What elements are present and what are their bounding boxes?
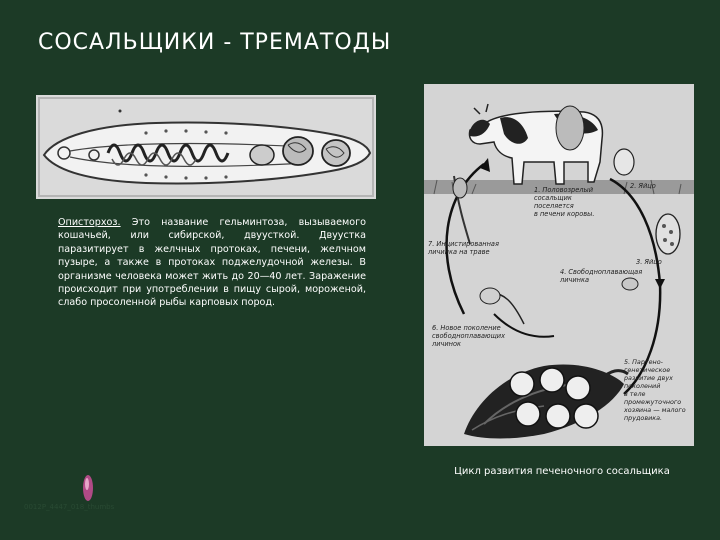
bookmark-icon bbox=[82, 474, 94, 502]
label-4-line-2: личинка bbox=[560, 276, 590, 284]
label-5-line-6: промежуточного bbox=[624, 398, 682, 406]
label-1-line-1: 1. Половозрелый bbox=[534, 186, 594, 194]
label-3: 3. Яйцо bbox=[636, 258, 662, 266]
svg-text:2. Яйцо bbox=[630, 182, 656, 190]
slide-title: СОСАЛЬЩИКИ - ТРЕМАТОДЫ bbox=[38, 30, 392, 55]
label-5-line-2: генетическое bbox=[624, 366, 671, 374]
label-4-line-1: 4. Свободноплавающая bbox=[560, 268, 643, 276]
opisthorchiasis-description bbox=[58, 216, 366, 310]
label-1-line-4: в печени коровы. bbox=[534, 210, 595, 218]
label-6-line-1: 6. Новое поколение bbox=[432, 324, 501, 332]
label-6-line-3: личинок bbox=[432, 340, 462, 348]
footer-code: 0012P_4447_018_thumbs bbox=[24, 503, 115, 511]
svg-text:3. Яйцо bbox=[636, 258, 662, 266]
label-7-line-2: личинка на траве bbox=[428, 248, 490, 256]
label-6-line-2: свободноплавающих bbox=[432, 332, 505, 340]
label-5-line-3: развитие двух bbox=[624, 374, 673, 382]
label-7-line-1: 7. Инцистированная bbox=[428, 240, 499, 248]
label-5-line-8: прудовика. bbox=[624, 414, 663, 422]
fluke-photo bbox=[36, 95, 376, 199]
description-term: Описторхоз. bbox=[58, 217, 121, 228]
label-1-line-2: сосальщик bbox=[534, 194, 572, 202]
label-5-line-1: 5. Партено- bbox=[624, 358, 663, 366]
description-text: Это название гельминтоза, вызываемого кошачьей, или сибирской, двуусткой. Двуустка паразитирует в желчных протоках, печени, желчном пузыре, а также в протоках поджелудочной железы. В организме человека может жить до 20—40 лет. Заражение происходит при употреблении в пищу сырой, мороженой, слабо просоленной рыбы карповых пород. bbox=[58, 217, 366, 309]
label-5-line-7: хозяина — малого bbox=[624, 406, 686, 414]
label-1-line-3: поселяется bbox=[534, 202, 574, 210]
label-2: 2. Яйцо bbox=[630, 182, 656, 190]
life-cycle-diagram bbox=[424, 84, 694, 446]
label-5-line-5: в теле bbox=[624, 390, 646, 398]
life-cycle-caption: Цикл развития печеночного сосальщика bbox=[454, 466, 670, 477]
label-5-line-4: поколений bbox=[624, 382, 661, 390]
